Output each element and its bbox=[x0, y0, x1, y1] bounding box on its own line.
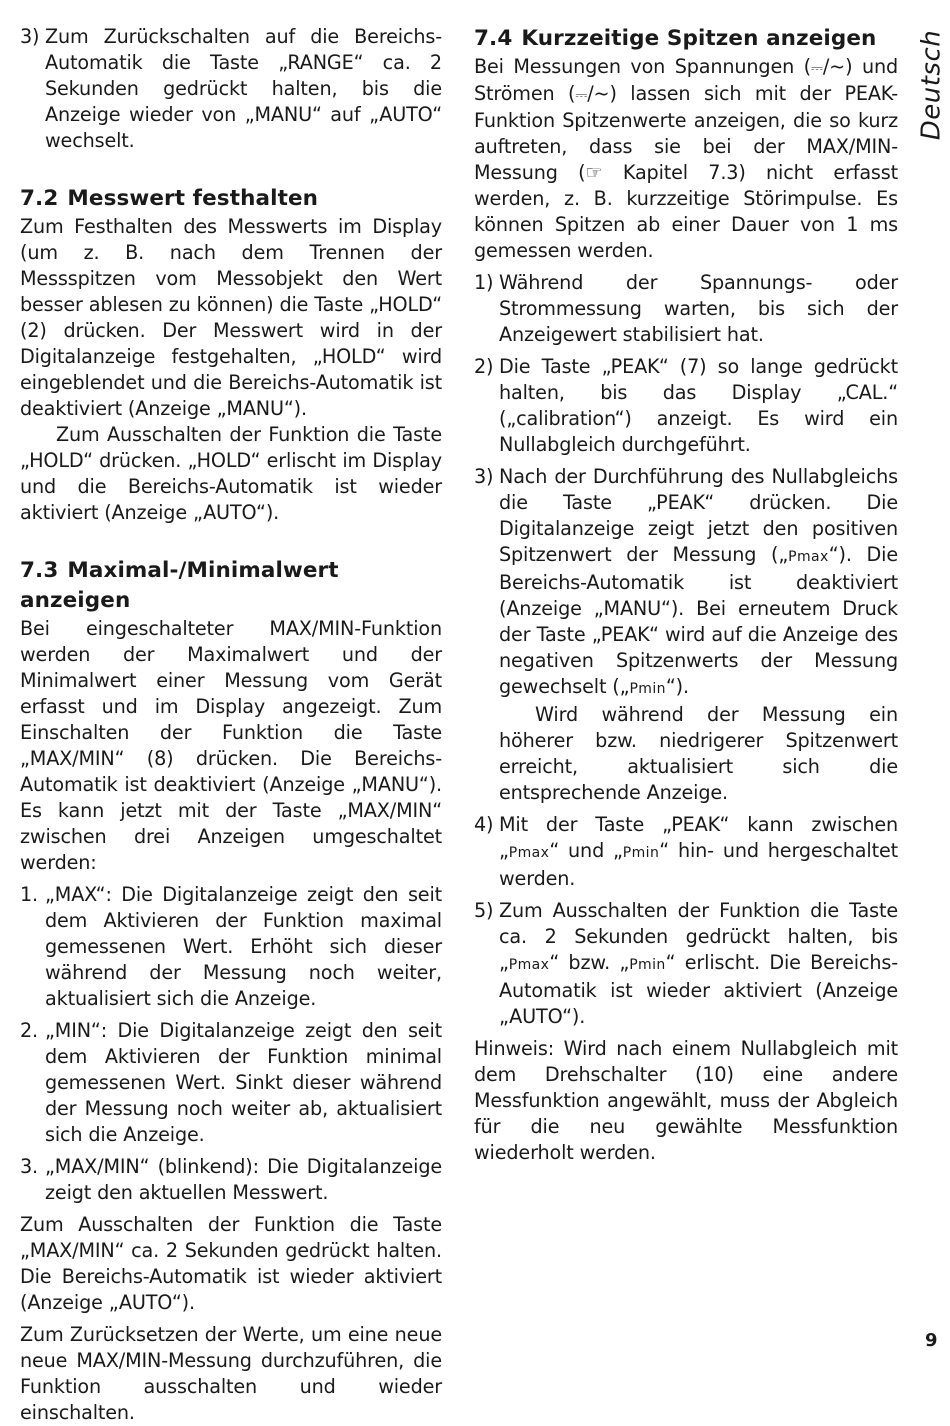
list-number: 3) bbox=[474, 465, 494, 488]
section-number: 7.3 bbox=[20, 558, 59, 583]
list-number: 1. bbox=[20, 883, 39, 906]
paragraph: Zum Ausschalten der Funktion die Taste „HOLD“ drücken. „HOLD“ erlischt im Display und die Bereichs-Automatik ist wieder aktiviert (Anzeige „AUTO“). bbox=[20, 423, 442, 524]
list-item-text: Die Taste „PEAK“ (7) so lange gedrückt halten, bis das Display „CAL.“ („calibration“) anzeigt. Es wird ein Nullabgleich durchgeführt. bbox=[499, 355, 898, 456]
pmin-label: Pmin bbox=[629, 681, 666, 697]
page-number: 9 bbox=[925, 1330, 938, 1351]
pointing-hand-icon: ☞ bbox=[585, 161, 603, 184]
language-label: Deutsch bbox=[916, 29, 947, 141]
dc-symbol-icon: ⎓ bbox=[811, 59, 823, 77]
list-number: 2. bbox=[20, 1019, 39, 1042]
note-paragraph: Hinweis: Wird nach einem Nullabgleich mit dem Drehschalter (10) eine andere Messfunktion angewählt, muss der Abgleich für die neu gewählte Messfunktion wiederholt werden. bbox=[474, 1037, 898, 1164]
paragraph: Bei eingeschalteter MAX/MIN-Funktion werden der Maximalwert und der Minimalwert einer Messung vom Gerät erfasst und im Display angezeigt. Zum Einschalten der Funktion die Taste „MAX/MIN“ (8) drücken. Die Bereichs-Automatik ist deaktiviert (Anzeige „MANU“). Es kann jetzt mit der Taste „MAX/MIN“ zwischen drei Anzeigen umgeschaltet werden: bbox=[20, 617, 442, 874]
ac-symbol-icon: /~ bbox=[822, 55, 846, 78]
list-item bbox=[20, 1018, 442, 1148]
pmin-label: Pmin bbox=[629, 957, 666, 973]
list-item-text: „MIN“: Die Digitalanzeige zeigt den seit dem Aktivieren der Funktion minimal gemessenen Wert. Sinkt dieser während der Messung noch weiter ab, aktualisiert sich die Anzeige. bbox=[45, 1019, 442, 1146]
list-item bbox=[474, 898, 898, 1030]
paragraph: Zum Festhalten des Messwerts im Display (um z. B. nach dem Trennen der Messspitzen vom Messobjekt den Wert besser ablesen zu können) die Taste „HOLD“ (2) drücken. Der Messwert wird in der Digitalanzeige festgehalten, „HOLD“ wird eingeblendet und die Bereichs-Automatik ist deaktiviert (Anzeige „MANU“). bbox=[20, 215, 442, 420]
list-item bbox=[20, 882, 442, 1012]
paragraph: Zum Zurücksetzen der Werte, um eine neue neue MAX/MIN-Messung durchzuführen, die Funktion ausschalten und wieder einschalten. bbox=[20, 1323, 442, 1424]
list-number: 4) bbox=[474, 813, 494, 836]
pmax-label: Pmax bbox=[508, 845, 550, 861]
section-heading-7-3 bbox=[20, 556, 442, 616]
section-title: Maximal-/Minimalwert anzeigen bbox=[20, 558, 339, 613]
language-side-tab bbox=[914, 30, 948, 140]
list-item-text bbox=[499, 812, 898, 892]
dc-symbol-icon: ⎓ bbox=[575, 86, 588, 104]
ac-symbol-icon: /~ bbox=[587, 82, 610, 105]
list-item-body bbox=[499, 464, 898, 806]
list-number: 2) bbox=[474, 355, 494, 378]
list-item bbox=[20, 1154, 442, 1206]
section-number: 7.4 bbox=[474, 26, 513, 51]
paragraph: Zum Ausschalten der Funktion die Taste „MAX/MIN“ ca. 2 Sekunden gedrückt halten. Die Bereichs-Automatik ist wieder aktiviert (Anzeige „AUTO“). bbox=[20, 1213, 442, 1314]
list-item-text: Wird während der Messung ein höherer bzw. niedrigerer Spitzenwert erreicht, aktualisiert sich die entsprechende Anzeige. bbox=[499, 703, 898, 804]
left-column bbox=[20, 24, 442, 1426]
list-number: 5) bbox=[474, 899, 494, 922]
section-title: Kurzzeitige Spitzen anzeigen bbox=[521, 26, 877, 51]
pmax-label: Pmax bbox=[508, 957, 550, 973]
list-number: 3. bbox=[20, 1155, 39, 1178]
text-run: Nach der Durchführung des Nullabgleichs die Taste „PEAK“ drücken. Die Digitalanzeige zeigt jetzt den positiven Spitzenwert der Messung („ bbox=[499, 465, 898, 566]
text-run: “). bbox=[665, 675, 689, 698]
text-run: ) und Strömen ( bbox=[474, 55, 898, 105]
pmin-label: Pmin bbox=[622, 845, 660, 861]
list-number: 1) bbox=[474, 271, 494, 294]
list-item bbox=[474, 464, 898, 806]
text-run: “ erlischt. Die Bereichs-Automatik ist wieder aktiviert (Anzeige „AUTO“). bbox=[499, 951, 898, 1028]
right-column bbox=[474, 24, 898, 1166]
list-item-text bbox=[499, 464, 898, 702]
text-run: “ und „ bbox=[549, 839, 623, 862]
list-number: 3) bbox=[20, 25, 40, 48]
list-item-text bbox=[499, 898, 898, 1030]
list-item-text: Zum Zurückschalten auf die Bereichs-Automatik die Taste „RANGE“ ca. 2 Sekunden gedrückt halten, bis die Anzeige wieder von „MANU“ auf „AUTO“ wechselt. bbox=[45, 25, 442, 152]
text-run: “ bzw. „ bbox=[549, 951, 630, 974]
list-item-range-reset bbox=[20, 24, 442, 154]
text-run: Mit der Taste „PEAK“ kann zwischen „ bbox=[499, 813, 898, 862]
pmax-label: Pmax bbox=[788, 549, 829, 565]
text-run: “). Die Bereichs-Automatik ist deaktiviert (Anzeige „MANU“). Bei erneutem Druck der Taste „PEAK“ wird auf die Anzeige des negativen Spitzenwerts der Messung gewechselt („ bbox=[499, 543, 898, 698]
text-run: Zum Ausschalten der Funktion die Taste ca. 2 Sekunden gedrückt halten, bis „ bbox=[499, 899, 898, 974]
section-heading-7-2 bbox=[20, 184, 442, 214]
section-heading-7-4 bbox=[474, 24, 898, 54]
list-item-text: „MAX“: Die Digitalanzeige zeigt den seit dem Aktivieren der Funktion maximal gemessenen Wert. Erhöht sich dieser während der Messung noch weiter, aktualisiert sich die Anzeige. bbox=[45, 883, 442, 1010]
paragraph bbox=[474, 54, 898, 264]
list-item bbox=[474, 812, 898, 892]
section-title: Messwert festhalten bbox=[67, 186, 319, 211]
text-run: Bei Messungen von Spannungen ( bbox=[474, 55, 811, 78]
text-run: “ hin- und hergeschaltet werden. bbox=[499, 839, 898, 890]
text-run: ) lassen sich mit der PEAK-Funktion Spitzenwerte anzeigen, die so kurz auftreten, dass sie bei der MAX/MIN-Messung ( bbox=[474, 82, 898, 184]
list-item bbox=[474, 270, 898, 348]
text-run: Kapitel 7.3) nicht erfasst werden, z. B. kurzzeitige Störimpulse. Es können Spitzen ab einer Dauer von 1 ms gemessen werden. bbox=[474, 161, 898, 262]
numbered-list bbox=[20, 882, 442, 1206]
list-item-text: „MAX/MIN“ (blinkend): Die Digitalanzeige zeigt den aktuellen Messwert. bbox=[45, 1155, 442, 1204]
list-item-text: Während der Spannungs- oder Strommessung warten, bis sich der Anzeigewert stabilisiert hat. bbox=[499, 271, 898, 346]
section-number: 7.2 bbox=[20, 186, 59, 211]
list-item bbox=[474, 354, 898, 458]
